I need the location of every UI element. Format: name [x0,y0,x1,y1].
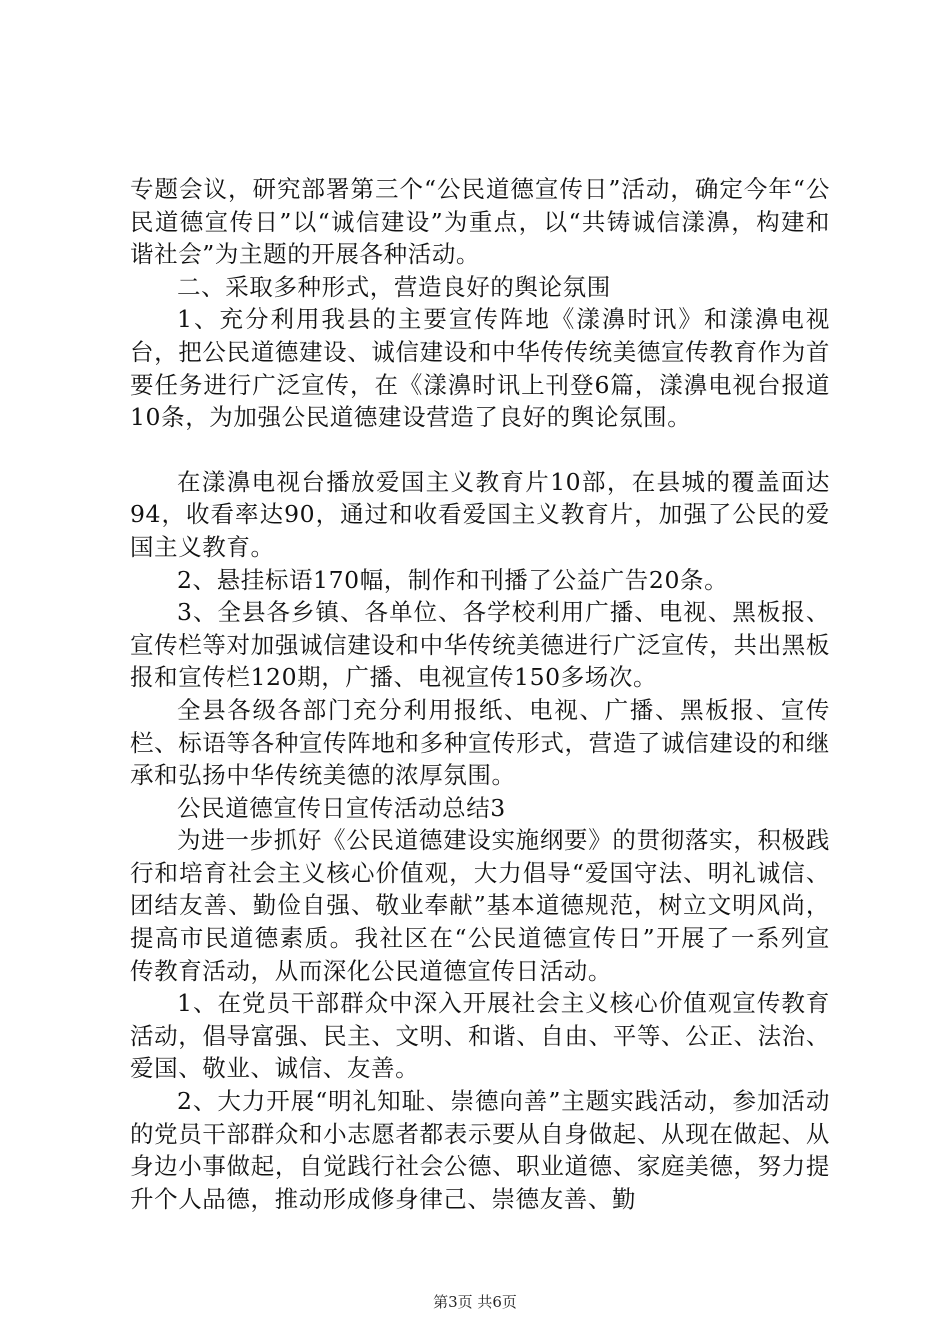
paragraph-item-1: 1、充分利用我县的主要宣传阵地《漾濞时讯》和漾濞电视台，把公民道德建设、诚信建设和中华传传统美德宣传教育作为首要任务进行广泛宣传，在《漾濞时讯上刊登6篇，漾濞电视台报道10条，为加强公民道德建设营造了良好的舆论氛围。 [130,305,830,432]
page-number-footer: 第3页 共6页 [433,1293,517,1311]
paragraph-item-3: 3、全县各乡镇、各单位、各学校利用广播、电视、黑板报、宣传栏等对加强诚信建设和中华传统美德进行广泛宣传，共出黑板报和宣传栏120期，广播、电视宣传150多场次。 [130,598,830,692]
paragraph-item-2: 2、悬挂标语170幅，制作和刊播了公益广告20条。 [177,565,729,594]
paragraph-1: 专题会议，研究部署第三个“公民道德宣传日”活动，确定今年“公民道德宣传日”以“诚信建设”为重点，以“共铸诚信漾濞，构建和谐社会”为主题的开展各种活动。 [130,175,830,269]
paragraph-intro-3: 为进一步抓好《公民道德建设实施纲要》的贯彻落实，积极践行和培育社会主义核心价值观，大力倡导“爱国守法、明礼诚信、团结友善、勤俭自强、敬业奉献”基本道德规范，树立文明风尚，提高市民道德素质。我社区在“公民道德宣传日”开展了一系列宣传教育活动，从而深化公民道德宣传日活动。 [130,826,830,985]
paragraph-item-3-2: 2、大力开展“明礼知耻、崇德向善”主题实践活动，参加活动的党员干部群众和小志愿者都表示要从自身做起、从现在做起、从身边小事做起，自觉践行社会公德、职业道德、家庭美德，努力提升个人品德，推动形成修身律己、崇德友善、勤 [130,1087,830,1213]
paragraph-tv-broadcast: 在漾濞电视台播放爱国主义教育片10部，在县城的覆盖面达94，收看率达90，通过和收看爱国主义教育片，加强了公民的爱国主义教育。 [130,467,830,561]
section-heading-2: 二、采取多种形式，营造良好的舆论氛围 [177,272,611,301]
paragraph-summary: 全县各级各部门充分利用报纸、电视、广播、黑板报、宣传栏、标语等各种宣传阵地和多种宣传形式，营造了诚信建设的和继承和弘扬中华传统美德的浓厚氛围。 [130,695,830,790]
paragraph-item-3-1: 1、在党员干部群众中深入开展社会主义核心价值观宣传教育活动，倡导富强、民主、文明、和谐、自由、平等、公正、法治、爱国、敬业、诚信、友善。 [130,989,830,1083]
section-title-3: 公民道德宣传日宣传活动总结3 [177,793,506,822]
document-body [130,173,830,1215]
